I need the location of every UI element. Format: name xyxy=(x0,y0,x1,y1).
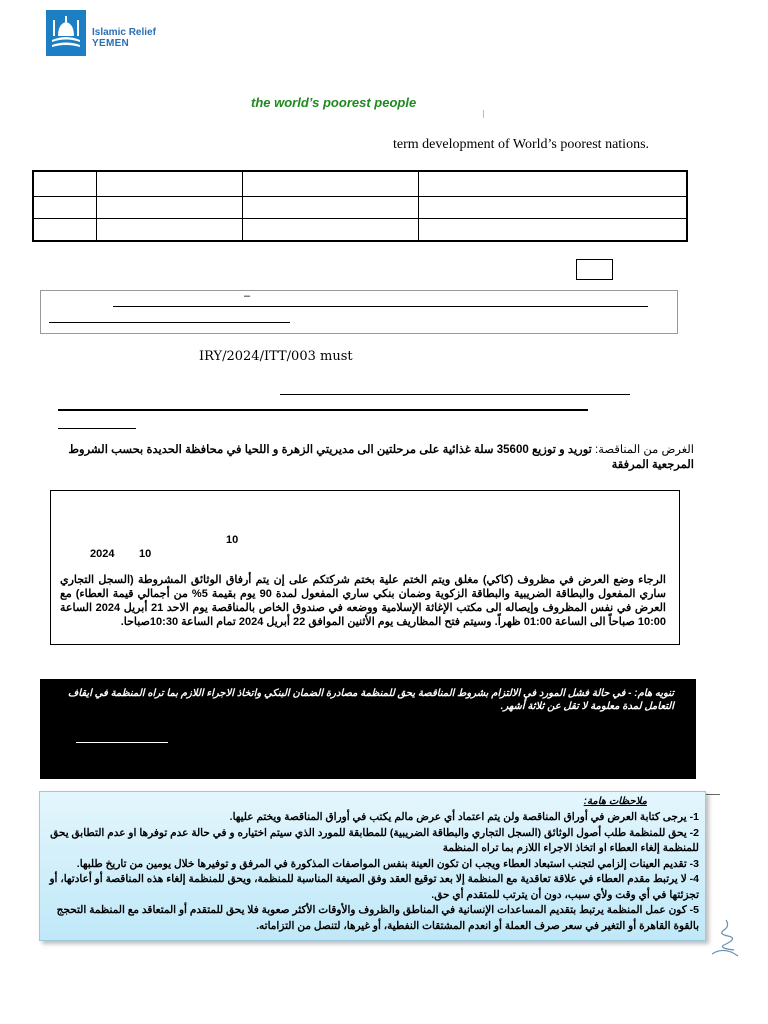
submission-instructions: الرجاء وضع العرض في مظروف (كاكي) مغلق ويتم الختم علية بختم شركتكم على إن يتم أرفاق الوثائق المشروطة (السجل التجاري ساري المفعول والبطاقة الضريبية والبطاقة الزكوية وضمان بنكي ساري المفعول لمدة 90 يوم بقيمة 5% من أجمالي قيمة العطاء) مع العرض في نفس المظروف وإيصاله الى مكتب الإغاثة الإسلامية ووضعه في صندوق الخاص بالمناقصة يوم الاحد 21 أبريل 2024 الساعة 10:00 صباحاً الى الساعة 01:00 ظهراً. وسيتم فتح المظاريف يوم الأثنين الموافق 22 أبريل 2024 تمام الساعة 10:30صباحا. xyxy=(60,574,666,628)
table-row-divider xyxy=(34,196,686,197)
warning-box xyxy=(40,679,696,779)
islamic-relief-logo-icon xyxy=(46,10,86,56)
note-item: 3- تقديم العينات إلزامي لتجنب استبعاد العطاء ويجب ان تكون العينة بنفس المواصفات المذكورة في المرفق و توفيرها خلال يومين من تاريخ طلبها. xyxy=(76,857,699,870)
note-item: 4- لا يرتبط مقدم العطاء في علاقة تعاقدية مع المنظمة إلا بعد توقيع العقد وفق الصيغة المناسبة للمنظمة، ويحق للمنظمة إلغاء هذه المناقصة أو أعادتها، أو تجزئتها في أي وقت ولأي سبب، دون أن يترتب للمتقدم أي حق. xyxy=(49,873,699,901)
notes-title: ملاحظات هامة: xyxy=(583,796,647,807)
tender-purpose-text: توريد و توزيع 35600 سلة غذائية على مرحلتين الى مديريتي الزهرة و اللحيا في محافظة الحديدة بحسب الشروط المرجعية المرفقة xyxy=(68,444,694,471)
organization-country: YEMEN xyxy=(92,38,130,49)
fill-in-line xyxy=(58,428,136,429)
small-vertical-mark xyxy=(483,110,484,118)
important-notes-box xyxy=(39,791,706,941)
fill-in-box xyxy=(40,290,678,334)
note-item: 2- يحق للمنظمة طلب أصول الوثائق (السجل التجاري والبطاقة الضريبية) للمطابقة للمورد الذي سيتم اختياره و في حالة عدم توفرها او عدم التطابق يحق للمنظمة إلغاء العطاء او اتخاذ الاجراء اللازم بما تراه المنظمة xyxy=(50,826,699,854)
table-col-divider xyxy=(96,172,97,240)
note-item: 5- كون عمل المنظمة يرتبط بتقديم المساعدات الإنسانية في المناطق والظروف والأوقات الأكثر صعوبة فلا يحق للمتقدم أو المتعاقد مع المنظمة التحجج بالقوة القاهرة أو التغير في سعر صرف العملة أو انعدم المشتقات النفطية، أو غيرها، لتنصل من التزاماته. xyxy=(56,904,699,932)
tender-reference: IRY/2024/ITT/003 must xyxy=(199,349,353,364)
empty-small-box xyxy=(576,259,613,280)
notes-list xyxy=(46,810,699,934)
fill-in-line xyxy=(58,409,588,411)
note-item: 1- يرجى كتابة العرض في أوراق المناقصة ولن يتم اعتماد أي عرض مالم يكتب في أوراق المناقصة ويختم عليها. xyxy=(229,811,699,823)
subline-text: term development of World’s poorest nations. xyxy=(393,137,650,152)
warning-signature-line xyxy=(76,742,168,743)
notice-number: 10 xyxy=(226,534,239,546)
table-col-divider xyxy=(242,172,243,240)
fill-in-line xyxy=(49,322,290,323)
fill-in-line xyxy=(280,394,630,395)
fill-in-dash: – xyxy=(244,290,251,302)
signature-mark-icon xyxy=(704,916,744,958)
notice-number: 10 xyxy=(139,548,152,560)
organization-name xyxy=(92,27,156,49)
tender-purpose-label: الغرض من المناقصة: xyxy=(595,444,694,456)
info-table xyxy=(32,170,688,242)
fill-in-line xyxy=(113,306,648,307)
notice-year: 2024 xyxy=(90,548,115,560)
tagline: the world’s poorest people xyxy=(251,95,417,110)
table-col-divider xyxy=(418,172,419,240)
tender-purpose xyxy=(64,443,694,473)
warning-text: تنويه هام: - في حالة فشل المورد في الالتزام بشروط المناقصة يحق للمنظمة مصادرة الضمان البنكي واتخاذ الاجراء اللازم بما تراه المنظمة في ايقاف التعامل لمدة معلومة لا تقل عن ثلاثة أشهر. xyxy=(67,688,674,712)
table-row-divider xyxy=(34,218,686,219)
organization-name-line1: Islamic Relief xyxy=(92,27,156,38)
